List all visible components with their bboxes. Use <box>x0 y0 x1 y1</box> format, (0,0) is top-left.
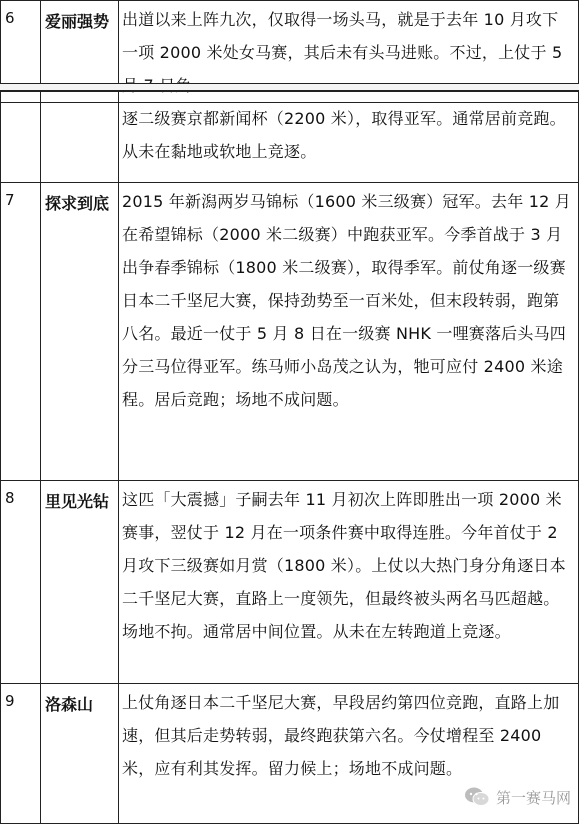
table-row <box>1 183 579 481</box>
row-number <box>1 92 41 183</box>
wechat-icon <box>464 786 490 808</box>
row-number: 9 <box>1 684 41 824</box>
watermark-text: 第一赛马网 <box>495 788 571 807</box>
table-row <box>1 92 579 183</box>
table-row <box>1 481 579 684</box>
horse-description: 逐二级赛京都新闻杯（2200 米），取得亚军。通常居前竞跑。从未在黏地或软地上竞逐。 <box>119 92 579 183</box>
horse-description: 上仗角逐日本二千坚尼大赛，早段居约第四位竞跑，直路上加速，但其后走势转弱，最终跑获第六名。今仗增程至 2400 米，应有利其发挥。留力候上；场地不成问题。 <box>119 684 579 824</box>
horse-name: 爱丽强势 <box>41 1 119 103</box>
horse-name: 里见光钻 <box>41 481 119 684</box>
horse-description: 出道以来上阵九次，仅取得一场头马，就是于去年 10 月攻下一项 2000 米处女马赛，其后未有头马进账。不过，上仗于 5 <box>119 1 579 103</box>
table-bottom <box>0 91 579 824</box>
horse-description: 2015 年新潟两岁马锦标（1600 米三级赛）冠军。去年 12 月在希望锦标（2000 米二级赛）中跑获亚军。今季首战于 3 月出争春季锦标（1800 米二级赛），取得季军。前仗角逐一级赛日本二千坚尼大赛，保持劲势至一百米处，但末段转弱，跑第八名。最近一仗于 5 月 8 日在一级赛 NHK 一哩赛落后头马四分三马位得亚军。练马师小岛茂之认为，牠可应付 2400 米途程。居后竞跑；场地不成问题。 <box>119 183 579 481</box>
horse-description: 这匹「大震撼」子嗣去年 11 月初次上阵即胜出一项 2000 米赛事，翌仗于 12 月在一项条件赛中取得连胜。今年首仗于 2 月攻下三级赛如月赏（1800 米）。上仗以大热门身分角逐日本二千坚尼大赛，直路上一度领先，但最终被头两名马匹超越。场地不拘。通常居中间位置。从未在左转跑道上竞逐。 <box>119 481 579 684</box>
horse-name: 洛森山 <box>41 684 119 824</box>
horse-name <box>41 92 119 183</box>
row-number: 8 <box>1 481 41 684</box>
row-number: 7 <box>1 183 41 481</box>
row-number: 6 <box>1 1 41 103</box>
horse-name: 探求到底 <box>41 183 119 481</box>
page-break-separator <box>0 83 579 91</box>
watermark <box>464 786 571 808</box>
